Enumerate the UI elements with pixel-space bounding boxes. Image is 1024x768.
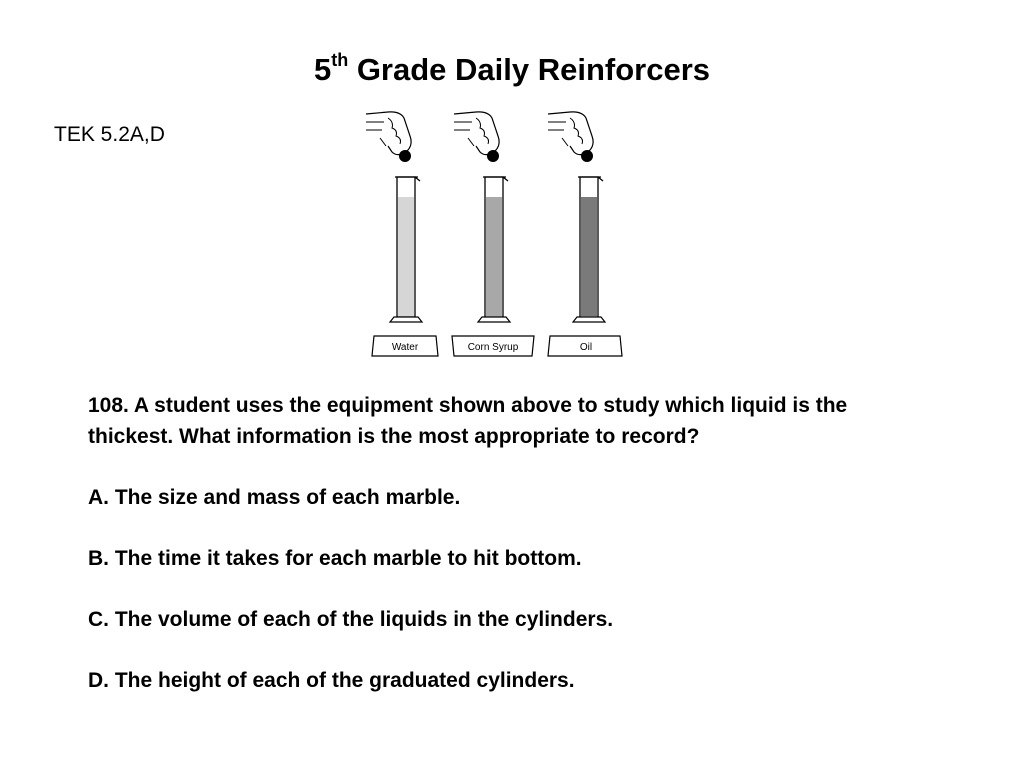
tek-standard-label: TEK 5.2A,D bbox=[54, 123, 165, 146]
liquid-oil bbox=[581, 197, 597, 316]
spacer bbox=[88, 574, 928, 605]
hand-marble-icon bbox=[454, 112, 499, 162]
label-water: Water bbox=[391, 342, 419, 353]
choice-a: A. The size and mass of each marble. bbox=[88, 485, 461, 509]
spacer bbox=[88, 452, 928, 483]
title-number: 5 bbox=[313, 52, 332, 87]
label-corn-syrup: Corn Syrup bbox=[467, 342, 519, 353]
slide-title bbox=[0, 50, 1024, 90]
title-rest: Grade Daily Reinforcers bbox=[348, 52, 711, 87]
hand-marble-icon bbox=[366, 112, 411, 162]
spacer bbox=[88, 513, 928, 544]
hand-marble-icon bbox=[548, 112, 593, 162]
cylinder-group-oil bbox=[548, 112, 622, 356]
label-oil: Oil bbox=[579, 342, 593, 353]
cylinder-group-water bbox=[366, 112, 438, 356]
question-stem: 108. A student uses the equipment shown above to study which liquid is the thickest. What information is the most appropriate to record? bbox=[88, 394, 848, 448]
choice-b: B. The time it takes for each marble to hit bottom. bbox=[88, 546, 582, 570]
liquid-corn-syrup bbox=[486, 197, 502, 316]
spacer bbox=[88, 635, 928, 666]
cylinder-experiment-figure bbox=[352, 100, 632, 365]
choice-d: D. The height of each of the graduated cylinders. bbox=[88, 668, 575, 692]
choice-c: C. The volume of each of the liquids in the cylinders. bbox=[88, 607, 614, 631]
question-block bbox=[88, 391, 928, 696]
cylinder-group-corn-syrup bbox=[452, 112, 534, 356]
liquid-water bbox=[398, 197, 414, 316]
title-superscript: th bbox=[331, 50, 349, 70]
